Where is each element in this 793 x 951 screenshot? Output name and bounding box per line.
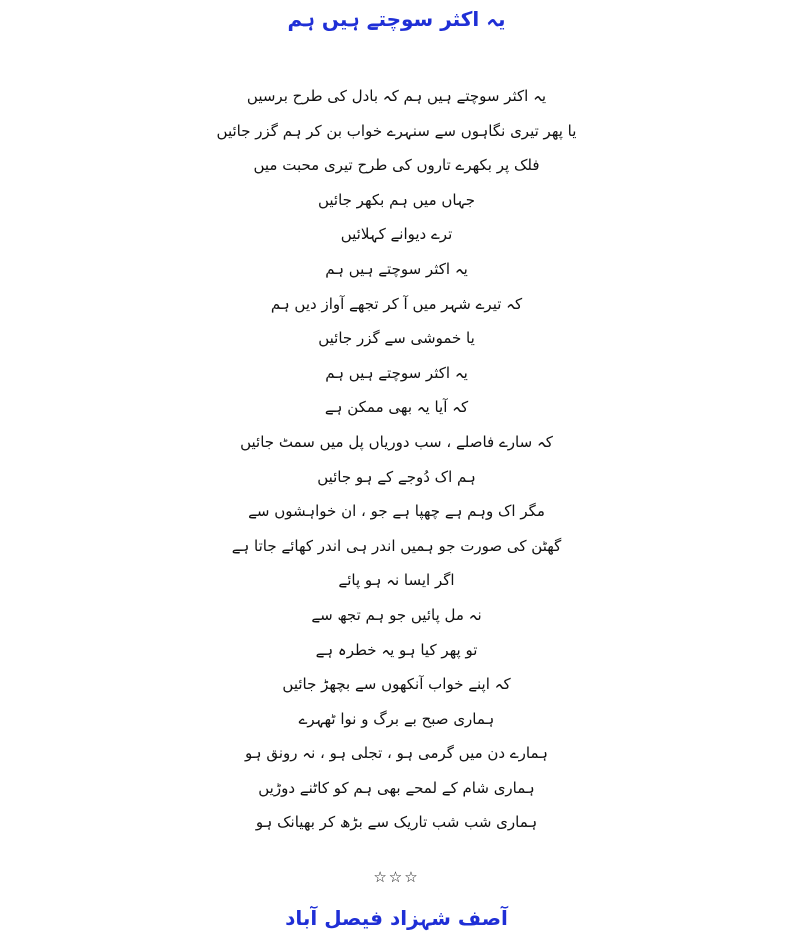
poem-line: یا خموشی سے گزر جائیں — [318, 329, 475, 348]
poem-line: جہاں میں ہم بکھر جائیں — [317, 190, 476, 209]
poem-line: کہ اپنے خواب آنکھوں سے بچھڑ جائیں — [282, 675, 511, 694]
poem-line: فلک پر بکھرے تاروں کی طرح تیری محبت میں — [253, 156, 540, 175]
poem-line: کہ سارے فاصلے ، سب دوریاں پل میں سمٹ جائیں — [240, 432, 553, 451]
poem-title: یہ اکثر سوچتے ہیں ہم — [287, 7, 506, 31]
poem-line: ہم اک دُوجے کے ہو جائیں — [317, 467, 476, 486]
poem-line: ہماری صبح بے برگ و نوا ٹھہرے — [298, 709, 495, 728]
poem-line: یہ اکثر سوچتے ہیں ہم کہ بادل کی طرح برسیں — [246, 87, 547, 105]
poem-line: اگر ایسا نہ ہو پائے — [338, 571, 455, 590]
poet-name: آصف شہزاد فیصل آباد — [285, 906, 508, 930]
poem-line: ہمارے دن میں گرمی ہو ، تجلی ہو ، نہ رونق ہو — [245, 744, 548, 763]
poem-verses — [0, 82, 793, 843]
poem-line: یا پھر تیری نگاہوں سے سنہرے خواب بن کر ہم گزر جائیں — [216, 121, 577, 140]
poem-line: ہماری شام کے لمحے بھی ہم کو کاٹنے دوڑیں — [258, 778, 535, 797]
poem-line: کہ آیا یہ بھی ممکن ہے — [324, 398, 469, 417]
poem-line: یہ اکثر سوچتے ہیں ہم — [325, 363, 468, 382]
poem-line: یہ اکثر سوچتے ہیں ہم — [325, 259, 468, 278]
star-separator: ☆☆☆ — [373, 868, 420, 886]
poem-line: مگر اک وہم ہے چھپا ہے جو ، ان خواہشوں سے — [248, 502, 545, 521]
poem-line: نہ مل پائیں جو ہم تجھ سے — [311, 605, 482, 624]
poem-line: تو پھر کیا ہو یہ خطرہ ہے — [315, 640, 478, 659]
poem-line: کہ تیرے شہر میں آ کر تجھے آواز دیں ہم — [270, 294, 523, 313]
poem-line: ہماری شب شب تاریک سے بڑھ کر بھیانک ہو — [255, 813, 538, 832]
poem-line: ترے دیوانے کہلائیں — [340, 225, 453, 244]
poem-line: گھٹن کی صورت جو ہمیں اندر ہی اندر کھائے جاتا ہے — [231, 536, 562, 555]
